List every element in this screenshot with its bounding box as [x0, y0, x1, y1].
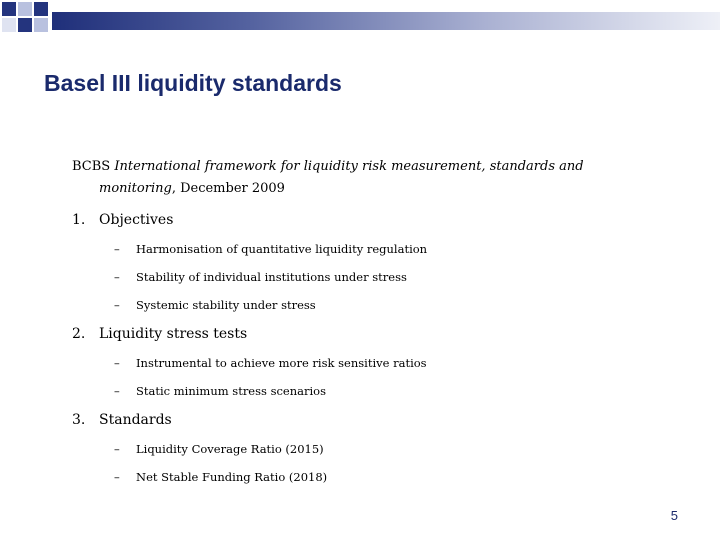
- header-square: [2, 18, 16, 32]
- section-heading-text: Standards: [99, 412, 172, 428]
- dash-bullet: –: [114, 442, 120, 456]
- list-item: [72, 268, 662, 286]
- header-square: [34, 2, 48, 16]
- list-item-text: Systemic stability under stress: [136, 298, 316, 312]
- section-heading-text: Objectives: [99, 212, 174, 228]
- dash-bullet: –: [114, 298, 120, 312]
- slide-content: [72, 156, 662, 486]
- section-heading: [72, 324, 662, 344]
- header-square: [18, 18, 32, 32]
- dash-bullet: –: [114, 242, 120, 256]
- list-item-text: Net Stable Funding Ratio (2018): [136, 470, 328, 484]
- dash-bullet: –: [114, 356, 120, 370]
- dash-bullet: –: [114, 270, 120, 284]
- list-item-text: Harmonisation of quantitative liquidity regulation: [136, 242, 428, 256]
- page-number: 5: [670, 508, 678, 523]
- dash-bullet: –: [114, 384, 120, 398]
- header-square: [2, 2, 16, 16]
- section-number: 1.: [72, 212, 86, 228]
- section-heading-text: Liquidity stress tests: [99, 326, 248, 342]
- header-decoration: [0, 0, 720, 36]
- section-number: 3.: [72, 412, 86, 428]
- source-citation: [72, 156, 662, 200]
- list-item: [72, 296, 662, 314]
- section-number: 2.: [72, 326, 86, 342]
- list-item-text: Liquidity Coverage Ratio (2015): [136, 442, 324, 456]
- source-prefix: BCBS: [72, 159, 115, 174]
- slide-title: Basel III liquidity standards: [44, 70, 342, 96]
- section-heading: [72, 410, 662, 430]
- header-square: [18, 2, 32, 16]
- list-item-text: Instrumental to achieve more risk sensitive ratios: [136, 356, 427, 370]
- list-item-text: Static minimum stress scenarios: [136, 384, 326, 398]
- list-item: [72, 382, 662, 400]
- header-square: [34, 18, 48, 32]
- list-item: [72, 440, 662, 458]
- header-gradient-band: [52, 12, 720, 30]
- list-item-text: Stability of individual institutions under stress: [136, 270, 407, 284]
- list-item: [72, 354, 662, 372]
- source-title: International framework for liquidity risk measurement, standards and monitoring: [99, 159, 584, 196]
- list-item: [72, 240, 662, 258]
- section-heading: [72, 210, 662, 230]
- dash-bullet: –: [114, 470, 120, 484]
- list-item: [72, 468, 662, 486]
- source-suffix: , December 2009: [171, 181, 285, 196]
